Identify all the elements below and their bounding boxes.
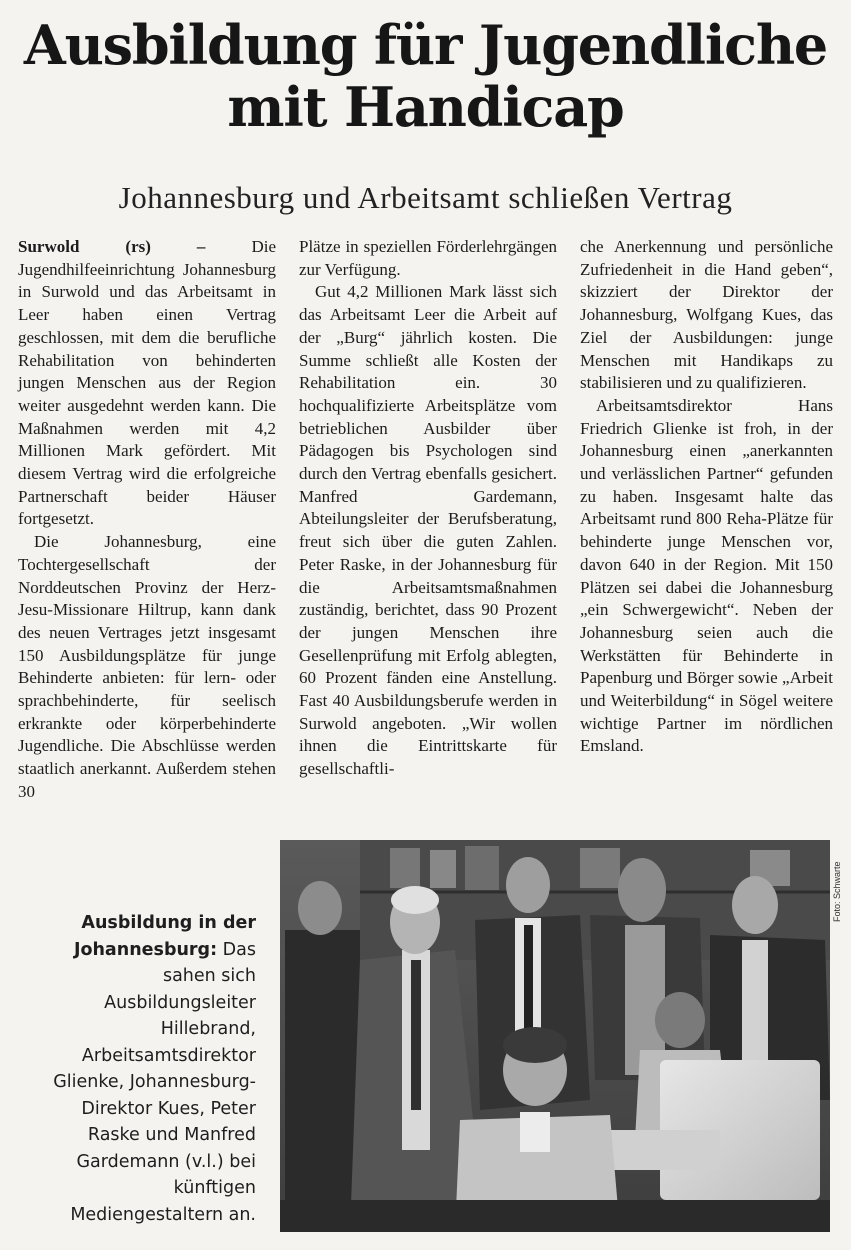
- headline-line-2: mit Handicap: [227, 75, 624, 139]
- paragraph: [18, 236, 276, 531]
- headline: [0, 14, 851, 138]
- caption-title: Ausbildung in der Johannesburg:: [73, 913, 256, 960]
- photo-caption: [30, 910, 256, 1228]
- paragraph: Arbeitsamtsdirektor Hans Friedrich Glienke ist froh, in der Johannesburg einen „anerkannten und verlässlichen Partner“ gefunden zu haben. Insgesamt halte das Arbeitsamt rund 800 Reha-Plätze für behinderte junge Menschen vor, davon 640 in der Region. Mit 150 Plätzen sei dabei die Johannesburg „ein Schwergewicht“. Neben der Johannesburg seien auch die Werkstätten für Behinderte in Papenburg und Börger sowie „Arbeit und Weiterbildung“ in Sögel weitere wichtige Partner im nördlichen Emsland.: [580, 395, 833, 756]
- photo-credit: Foto: Schwarte: [832, 861, 842, 922]
- photo-illustration: [280, 840, 830, 1232]
- paragraph: Die Johannesburg, eine Tochtergesellschaft der Norddeutschen Provinz der Herz-Jesu-Missionare Hiltrup, kann dank des neuen Vertrages jetzt insgesamt 150 Ausbildungsplätze für junge Behinderte anbieten: für lern- oder sprachbehinderte, für seelisch erkrankte oder körperbehinderte Jugendliche. Die Abschlüsse werden staatlich anerkannt. Außerdem stehen 30: [18, 532, 276, 801]
- paragraph: Plätze in speziellen Förderlehrgängen zur Verfügung.: [299, 237, 557, 279]
- caption-text: Das sahen sich Ausbildungsleiter Hillebrand, Arbeitsamtsdirektor Glienke, Johannesburg-Direktor Kues, Peter Raske und Manfred Gardemann (v.l.) bei künftigen Mediengestaltern an.: [53, 939, 256, 1225]
- headline-line-1: Ausbildung für Jugendliche: [23, 13, 828, 77]
- subheadline: Johannesburg und Arbeitsamt schließen Vertrag: [118, 180, 733, 215]
- article-column-1: [18, 236, 276, 804]
- paragraph: che Anerkennung und persönliche Zufriedenheit in die Hand geben“, skizziert der Direktor der Johannesburg, Wolfgang Kues, das Ziel der Ausbildungen: junge Menschen mit Handikaps zu stabilisieren und zu qualifizieren.: [580, 237, 833, 393]
- paragraph: Gut 4,2 Millionen Mark lässt sich das Arbeitsamt Leer die Arbeit auf der „Burg“ jährlich kosten. Die Summe schließt alle Kosten der Rehabilitation ein. 30 hochqualifizierte Arbeitsplätze vom betrieblichen Ausbilder über Pädagogen bis Psychologen sind durch den Vertrag ebenfalls gesichert. Manfred Gardemann, Abteilungsleiter der Berufsberatung, freut sich über die guten Zahlen. Peter Raske, in der Johannesburg für die Arbeitsamtsmaßnahmen zuständig, berichtet, dass 90 Prozent der jungen Menschen ihre Gesellenprüfung mit Erfolg ablegten, 60 Prozent fänden eine Anstellung. Fast 40 Ausbildungsberufe werden in Surwold angeboten. „Wir wollen ihnen die Eintrittskarte für gesellschaftli-: [299, 282, 557, 779]
- article-body: [18, 236, 833, 826]
- news-photo: [280, 840, 830, 1232]
- article-column-2: [299, 236, 557, 781]
- article-column-3: [580, 236, 833, 758]
- dateline: Surwold (rs) –: [18, 237, 206, 256]
- paragraph-text: Die Jugendhilfeeinrichtung Johannesburg in Surwold und das Arbeitsamt in Leer haben einen Vertrag geschlossen, mit dem die berufliche Rehabilitation von behinderten jungen Menschen aus der Region weiter ausgedehnt werden kann. Die Maßnahmen werden mit 4,2 Millionen Mark gefördert. Mit diesem Vertrag wird die erfolgreiche Partnerschaft beider Häuser fortgesetzt.: [18, 237, 276, 529]
